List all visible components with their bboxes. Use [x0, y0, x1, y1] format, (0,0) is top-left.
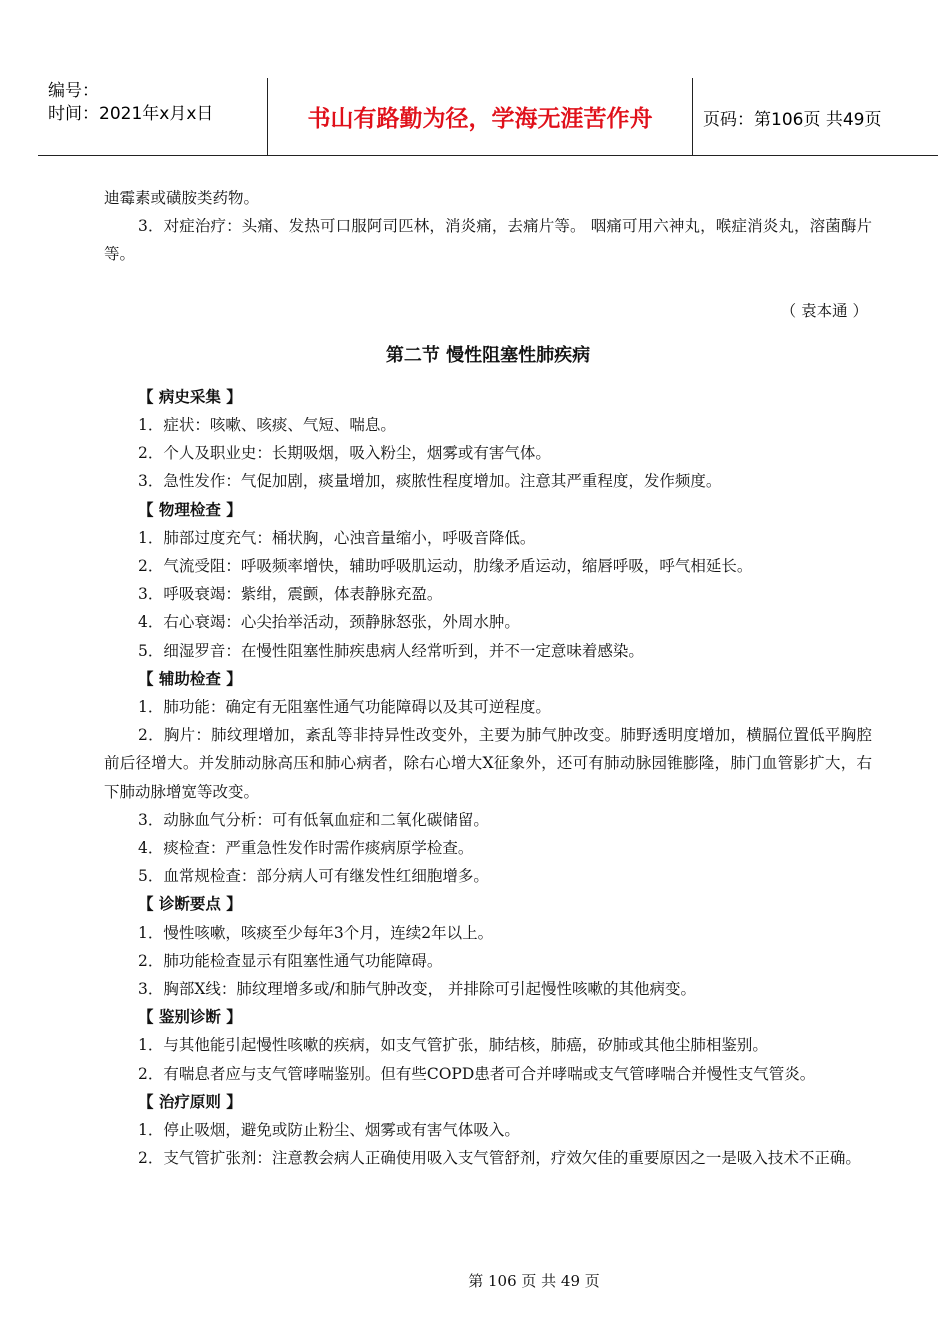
- list-item: 5．细湿罗音：在慢性阻塞性肺疾患病人经常听到，并不一定意味着感染。: [138, 641, 644, 660]
- list-item: 3．胸部X线：肺纹理增多或/和肺气肿改变， 并排除可引起慢性咳嗽的其他病变。: [138, 980, 697, 999]
- list-item: 1．与其他能引起慢性咳嗽的疾病，如支气管扩张，肺结核，肺癌，矽肺或其他尘肺相鉴别。: [138, 1036, 768, 1055]
- header-meta: [48, 80, 213, 126]
- list-item: 4．痰检查：严重急性发作时需作痰病原学检查。: [138, 839, 474, 858]
- list-item: 2．气流受阻：呼吸频率增快，辅助呼吸肌运动，肋缘矛盾运动，缩唇呼吸，呼气相延长。: [138, 557, 753, 576]
- section-title: 第二节 慢性阻塞性肺疾病: [385, 344, 591, 366]
- list-item: 2．有喘息者应与支气管哮喘鉴别。但有些COPD患者可合并哮喘或支气管哮喘合并慢性支气管炎。: [138, 1064, 816, 1083]
- section-physical-exam: [104, 496, 872, 665]
- list-item: 2．胸片：肺纹理增加，紊乱等非持异性改变外，主要为肺气肿改变。肺野透明度增加，横膈位置低平胸腔前后径增大。并发肺动脉高压和肺心病者，除右心增大X征象外，还可有肺动脉园锥膨隆，肺门血管影扩大，右下肺动脉增宽等改变。: [104, 726, 872, 801]
- section-diagnosis: [104, 890, 872, 1003]
- list-item: 3．急性发作：气促加剧，痰量增加，痰脓性程度增加。注意其严重程度，发作频度。: [138, 472, 722, 491]
- section-history: [104, 383, 872, 496]
- header-motto: 书山有路勤为径，学海无涯苦作舟: [307, 106, 653, 132]
- section-auxiliary-exam: [104, 665, 872, 891]
- document-code-label: 编号：: [48, 81, 99, 101]
- list-item: 2．肺功能检查显示有阻塞性通气功能障碍。: [138, 951, 443, 970]
- header-divider-right: [692, 78, 693, 155]
- section-heading: 【 鉴别诊断 】: [138, 1008, 242, 1027]
- document-body: [104, 184, 872, 1173]
- list-item: 3．动脉血气分析：可有低氧血症和二氧化碳储留。: [138, 810, 489, 829]
- header-divider-left: [267, 78, 268, 155]
- list-item: 1．停止吸烟，避免或防止粉尘、烟雾或有害气体吸入。: [138, 1121, 520, 1140]
- list-item: 5．血常规检查：部分病人可有继发性红细胞增多。: [138, 867, 489, 886]
- page-footer: 第 106 页 共 49 页: [468, 1272, 600, 1290]
- header-page-number: 页码：第106页 共49页: [703, 110, 882, 130]
- section-heading: 【 治疗原则 】: [138, 1092, 242, 1111]
- intro-paragraph-3: 3．对症治疗：头痛、发热可口服阿司匹林，消炎痛，去痛片等。 咽痛可用六神丸，喉症消炎丸，溶菌酶片等。: [104, 217, 872, 264]
- list-item: 4．右心衰竭：心尖抬举活动，颈静脉怒张，外周水肿。: [138, 613, 520, 632]
- author-credit: （ 袁本通 ）: [780, 301, 868, 320]
- list-item: 1．慢性咳嗽，咳痰至少每年3个月，连续2年以上。: [138, 923, 494, 942]
- section-treatment: [104, 1088, 872, 1173]
- document-date-label: 时间：2021年x月x日: [48, 104, 214, 124]
- section-heading: 【 辅助检查 】: [138, 669, 242, 688]
- intro-continuation: 迪霉素或磺胺类药物。: [104, 189, 260, 207]
- list-item: 1．症状：咳嗽、咳痰、气短、喘息。: [138, 416, 396, 435]
- list-item: 3．呼吸衰竭：紫绀，震颤，体表静脉充盈。: [138, 585, 443, 604]
- section-heading: 【 病史采集 】: [138, 387, 242, 406]
- section-heading: 【 诊断要点 】: [138, 895, 242, 914]
- list-item: 1．肺功能：确定有无阻塞性通气功能障碍以及其可逆程度。: [138, 698, 551, 717]
- section-heading: 【 物理检查 】: [138, 500, 242, 519]
- list-item: 1．肺部过度充气：桶状胸，心浊音量缩小，呼吸音降低。: [138, 528, 536, 547]
- list-item: 2．个人及职业史：长期吸烟，吸入粉尘，烟雾或有害气体。: [138, 444, 551, 463]
- page-header: [38, 78, 938, 156]
- list-item: 2．支气管扩张剂：注意教会病人正确使用吸入支气管舒剂，疗效欠佳的重要原因之一是吸入技术不正确。: [138, 1149, 861, 1168]
- section-differential: [104, 1003, 872, 1088]
